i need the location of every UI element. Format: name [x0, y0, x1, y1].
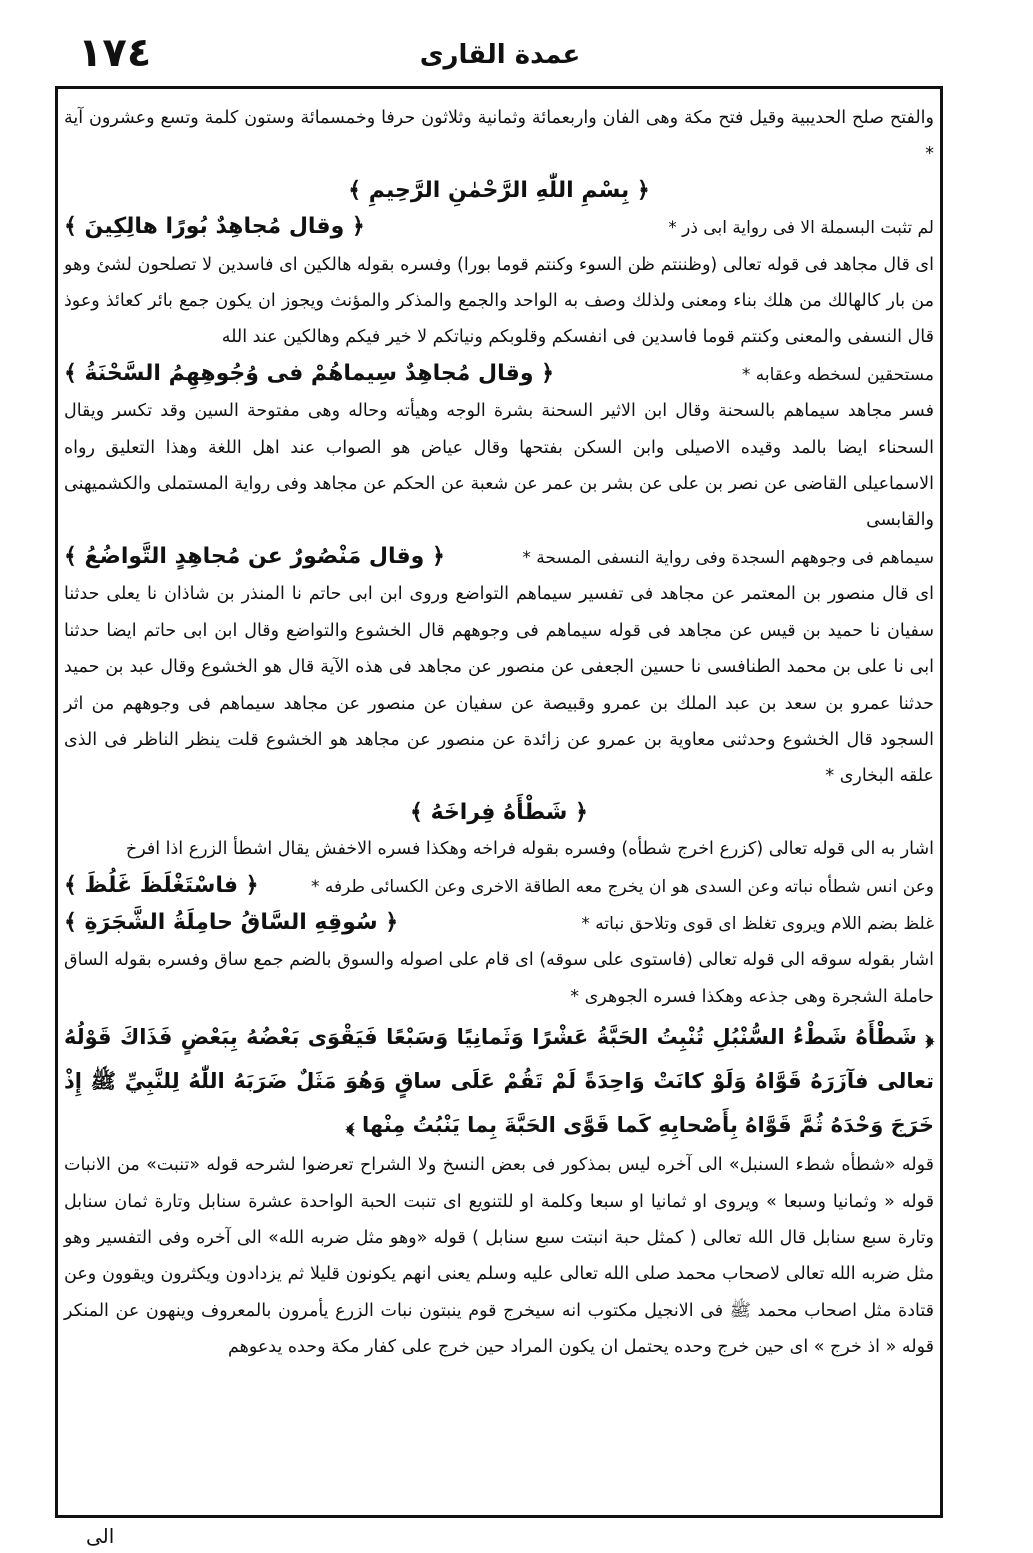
basmala-heading: ﴿ بِسْمِ اللّٰهِ الرَّحْمٰنِ الرَّحِيمِ ﴾: [348, 177, 650, 203]
page-header: [60, 28, 940, 84]
section-heading: ﴿ وقال مَنْصُورٌ عن مُجاهِدٍ التَّواضُعُ ﴾: [64, 543, 445, 569]
heading-note: سيماهم فى وجوههم السجدة وفى رواية النسفى المسحة *: [522, 547, 934, 568]
catchword: الى: [86, 1524, 115, 1548]
section-heading: ﴿ وقال مُجاهِدٌ سِيماهُمْ فى وُجُوهِهِمُ السَّحْنَةُ ﴾: [64, 360, 555, 386]
heading-note: لم تثبت البسملة الا فى رواية ابى ذر *: [668, 218, 934, 239]
heading-note: وعن انس شطأه نباته وعن السدى هو ان يخرج معه الطاقة الاخرى وعن الكسائى طرفه *: [310, 876, 934, 897]
section-heading: ﴿ سُوقِهِ السَّاقُ حامِلَةُ الشَّجَرَةِ ﴾: [64, 909, 399, 935]
heading-row-3: [64, 539, 934, 576]
paragraph-commentary: اشار بقوله سوقه الى قوله تعالى (فاستوى على سوقه) اى قام على اصوله والسوق بالضم جمع ساق وفسره بقوله الساق حاملة الشجرة وهى جذعه وهكذا فسره الجوهرى *: [64, 950, 934, 1007]
running-title: عمدة القارى: [419, 40, 581, 70]
section-heading: ﴿ فاسْتَغْلَظَ غَلُظَ ﴾: [64, 872, 259, 898]
heading-row-5: [64, 905, 934, 942]
section-heading: ﴿ وقال مُجاهِدٌ بُورًا هالِكِينَ ﴾: [64, 214, 365, 240]
paragraph-commentary: اشار به الى قوله تعالى (كزرع اخرج شطأه) وفسره بقوله فراخه وهكذا فسره الاخفش يقال اشطأ الزرع اذا افرخ: [125, 839, 934, 860]
quoted-text-block: ﴿ شَطْأَهُ شَطْءُ السُّنْبُلِ تُنْبِتُ الحَبَّةُ عَشْرًا وَثَمانِيًا وَسَبْعًا فَيَقْوَى بَعْضُهُ بِبَعْضٍ فَذَاكَ قَوْلُهُ تعالى فآزَرَهُ قَوَّاهُ وَلَوْ كانَتْ وَاحِدَةً لَمْ تَقُمْ عَلَى ساقٍ وَهُوَ مَثَلٌ ضَرَبَهُ اللّٰهُ لِلنَّبِيِّ ﷺ إِذْ خَرَجَ وَحْدَهُ ثُمَّ قَوَّاهُ بِأَصْحابِهِ كَما قَوَّى الحَبَّةَ بِما يَنْبُتُ مِنْها ﴾: [64, 1025, 934, 1138]
paragraph-commentary: اى قال منصور بن المعتمر عن مجاهد فى تفسير سيماهم التواضع وروى ابن ابى حاتم نا المنذر بن شاذان نا يعلى حدثنا سفيان نا حميد بن قيس عن مجاهد فى قوله سيماهم فى وجوههم قال الخشوع والتواضع وقال ابن ابى حاتم ايضا حدثنا ابى نا على بن محمد الطنافسى نا حسين الجعفى عن منصور عن مجاهد فى هذه الآية قال هو الخشوع وقال عبد بن حميد حدثنا عمرو بن سعد بن عبد الملك بن عمرو وقبيصة عن سفيان عن منصور عن مجاهد سيماهم فى وجوههم من اثر السجود قال الخشوع وحدثنى معاوية بن عمرو عن زائدة عن منصور عن مجاهد هو الخشوع قلت ينظر الناظر فى الذى علقه البخارى *: [64, 584, 934, 787]
section-heading-centered: ﴿ شَطْأَهُ فِراخَهُ ﴾: [410, 799, 588, 825]
page-body: [64, 100, 934, 1366]
page-number: ١٧٤: [78, 30, 152, 76]
heading-row-2: [64, 356, 934, 393]
heading-note: مستحقين لسخطه وعقابه *: [741, 364, 934, 385]
paragraph-commentary: اى قال مجاهد فى قوله تعالى (وظننتم ظن السوء وكنتم قوما بورا) وفسره بقوله هالكين اى فاسدين لا تصلحون لشئ وهو من بار كالهالك من هلك بناء ومعنى ولذلك وصف به الواحد والجمع والمذكر والمؤنث ويجوز ان يكون جمع بائر كعائذ وعوذ قال النسفى والمعنى وكنتم قوما فاسدين فى انفسكم وقلوبكم ونياتكم لا خير فيكم وهالكين عند الله: [64, 254, 934, 348]
paragraph-commentary: قوله «شطأه شطء السنبل» الى آخره ليس بمذكور فى بعض النسخ ولا الشراح تعرضوا لشرحه قوله «تنبت» من الانبات قوله « وثمانيا وسبعا » ويروى او ثمانيا او سبعا وكلمة او للتنويع اى تنبت الحبة الواحدة عشرة سنابل وتارة ثمان سنابل وتارة سبع سنابل قال الله تعالى ( كمثل حبة انبتت سبع سنابل ) قوله «وهو مثل ضربه الله» الى آخره وفى التفسير وهو مثل ضربه الله تعالى لاصحاب محمد صلى الله تعالى عليه وسلم يعنى انهم يكونون قليلا ثم يزدادون ويكثرون ويقوون وعن قتادة مثل اصحاب محمد ﷺ فى الانجيل مكتوب انه سيخرج قوم ينبتون نبات الزرع يأمرون بالمعروف وينهون عن المنكر قوله « اذ خرج » اى حين خرج وحده يحتمل ان يكون المراد حين خرج على كفار مكة وحده يدعوهم: [64, 1155, 934, 1358]
heading-row-1: [64, 209, 934, 246]
paragraph-intro: والفتح صلح الحديبية وقيل فتح مكة وهى الفان واربعمائة وثمانية وثلاثون حرفا وخمسمائة وستون كلمة وتسع وعشرون آية *: [64, 108, 934, 165]
heading-row-4: [64, 868, 934, 905]
heading-note: غلظ بضم اللام ويروى تغلظ اى قوى وتلاحق نباته *: [581, 913, 934, 934]
paragraph-commentary: فسر مجاهد سيماهم بالسحنة وقال ابن الاثير السحنة بشرة الوجه وهيأته وحاله وهى مفتوحة السين وقد تكسر ويقال السحناء ايضا بالمد وقيده الاصيلى وابن السكن بفتحها وقال عياض هو الصواب عند اهل اللغة وهذا التعليق رواه الاسماعيلى القاضى عن نصر بن على عن بشر بن عمر عن شعبة عن الحكم عن مجاهد وفى رواية المستملى والكشميهنى والقابسى: [64, 401, 934, 531]
